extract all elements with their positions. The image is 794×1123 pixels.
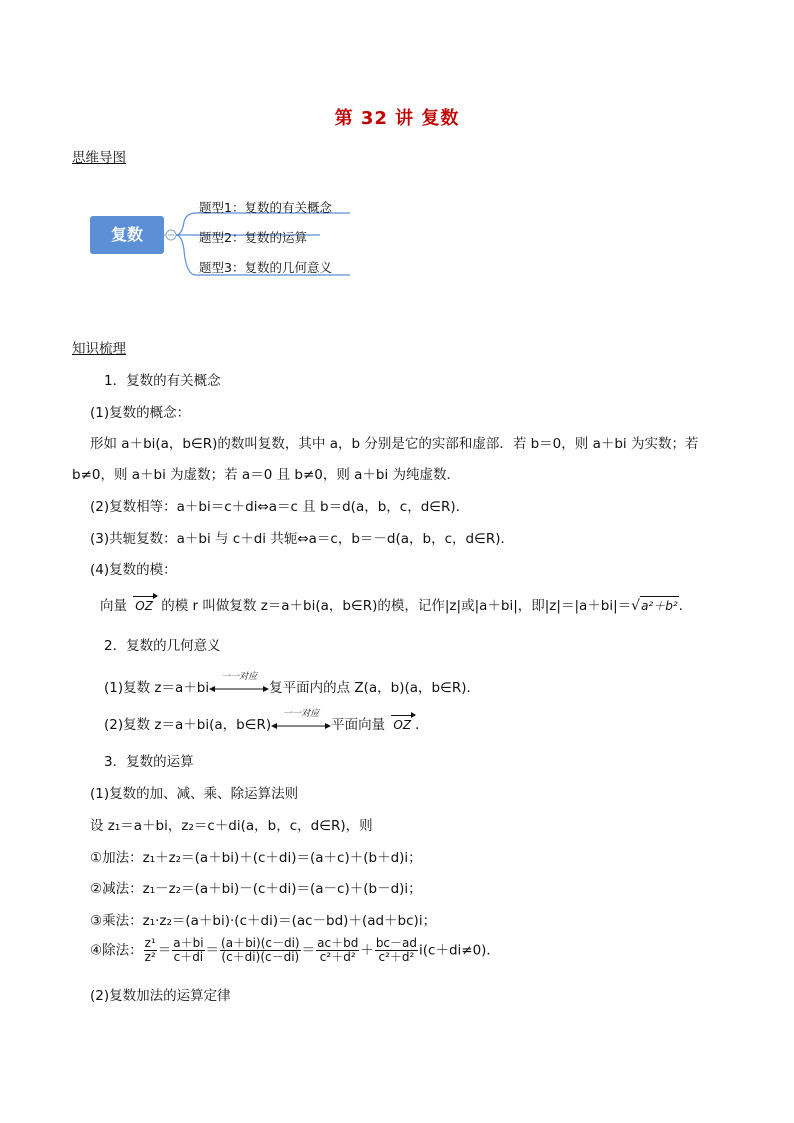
fraction-real: $\frac{ac+bd}{\text{c²＋d²}}$ <box>317 936 359 964</box>
mindmap-item-2: 题型2：复数的运算 <box>199 230 307 245</box>
geo1-suffix: 复平面内的点 Z(a，b)(a，b∈R)． <box>269 680 481 696</box>
mindmap-root: 复数 <box>90 216 164 254</box>
page-title: 第 32 讲 复数 <box>334 108 460 129</box>
definition-line-2: b≠0，则 a＋bi 为虚数；若 a＝0 且 b≠0，则 a＋bi 为纯虚数． <box>72 467 461 483</box>
subtraction-rule: ②减法：z₁－z₂＝(a＋bi)－(c＋di)＝(a－c)＋(b－d)i； <box>90 881 422 897</box>
vector-oz: OZ <box>135 595 153 613</box>
double-arrow-icon <box>209 685 269 693</box>
one-to-one-arrow-2 <box>271 709 331 732</box>
definition-line-1: 形如 a＋bi(a，b∈R)的数叫复数，其中 a，b 分别是它的实部和虚部．若 b＝0，则 a＋bi 为实数；若 <box>90 436 699 452</box>
subsection-1-1: (1)复数的概念： <box>90 405 191 421</box>
modulus-heading: (4)复数的模： <box>90 562 177 578</box>
geo1-prefix: (1)复数 z＝a＋bi <box>104 680 210 696</box>
double-arrow-icon <box>271 722 331 730</box>
addition-rule: ①加法：z₁＋z₂＝(a＋bi)＋(c＋di)＝(a＋c)＋(b＋d)i； <box>90 850 422 866</box>
conjugate-complex: (3)共轭复数：a＋bi 与 c＋di 共轭⇔a＝c，b＝－d(a，b，c，d∈R)． <box>90 531 514 547</box>
knowledge-heading: 知识梳理 <box>72 341 126 357</box>
geometric-meaning-2 <box>104 709 429 733</box>
division-end: i(c＋di≠0)． <box>419 942 500 959</box>
fraction-imag: $\frac{bc-ad}{\text{c²＋d²}}$ <box>375 936 417 964</box>
geo2-end: ． <box>415 717 429 733</box>
arrow-label: 一一对应 <box>221 672 258 682</box>
complex-equality: (2)复数相等：a＋bi＝c＋di⇔a＝c 且 b＝d(a，b，c，d∈R)． <box>90 499 470 515</box>
one-to-one-arrow <box>209 672 269 695</box>
mindmap-item-3: 题型3：复数的几何意义 <box>199 260 332 275</box>
fraction-z1-z2: $\frac{\text{z¹}}{\text{z²}}$ <box>144 936 156 964</box>
section-2-title: 2．复数的几何意义 <box>104 638 221 654</box>
modulus-sqrt: a²＋b² <box>640 596 679 614</box>
modulus-end: . <box>678 598 683 614</box>
fraction-product: $\frac{(a+bi)(c-di)}{(c+di)(c-di)}$ <box>221 936 300 964</box>
geo2-mid: 平面向量 <box>331 717 386 733</box>
modulus-prefix: 向量 <box>100 598 127 614</box>
vector-oz-2: OZ <box>393 714 411 732</box>
section-3-title: 3．复数的运算 <box>104 754 194 770</box>
arrow-label-2: 一一对应 <box>283 709 320 719</box>
operations-heading: (1)复数的加、减、乘、除运算法则 <box>90 786 299 802</box>
modulus-line: 向量 OZ 的模 r 叫做复数 z＝a＋bi(a，b∈R)的模，记作|z|或|a＋bi|，即|z|＝|a＋bi|＝√a²＋b². <box>100 594 683 614</box>
division-rule: ④除法： $\frac{\text{z¹}}{\text{z²}}$ ＝ $\frac{a+bi}{c+di}$ ＝ $\frac{(a+bi)(c-di)}{(c+di)(c-di)}$ ＝ $\frac{ac+bd}{\text{c²＋d²}}$ ＋ $\frac{bc-ad}{\text{c²＋d²}}$ i(c＋di≠0)． <box>90 936 500 964</box>
geometric-meaning-1 <box>104 672 481 696</box>
geo2-prefix: (2)复数 z＝a＋bi(a，b∈R) <box>104 717 272 733</box>
let-statement: 设 z₁＝a＋bi，z₂＝c＋di(a，b，c，d∈R)，则 <box>90 818 373 834</box>
multiplication-rule: ③乘法：z₁·z₂＝(a＋bi)·(c＋di)＝(ac－bd)＋(ad＋bc)i； <box>90 913 437 929</box>
division-prefix: ④除法： <box>90 942 143 959</box>
section-1-title: 1．复数的有关概念 <box>104 373 221 389</box>
fraction-ab-cd: $\frac{a+bi}{c+di}$ <box>173 936 204 964</box>
addition-laws-heading: (2)复数加法的运算定律 <box>90 988 231 1004</box>
modulus-text: 的模 r 叫做复数 z＝a＋bi(a，b∈R)的模，记作|z|或|a＋bi|，即|z|＝|a＋bi|＝ <box>161 598 632 614</box>
mindmap-item-1: 题型1：复数的有关概念 <box>199 200 332 215</box>
mindmap-heading: 思维导图 <box>72 150 126 166</box>
